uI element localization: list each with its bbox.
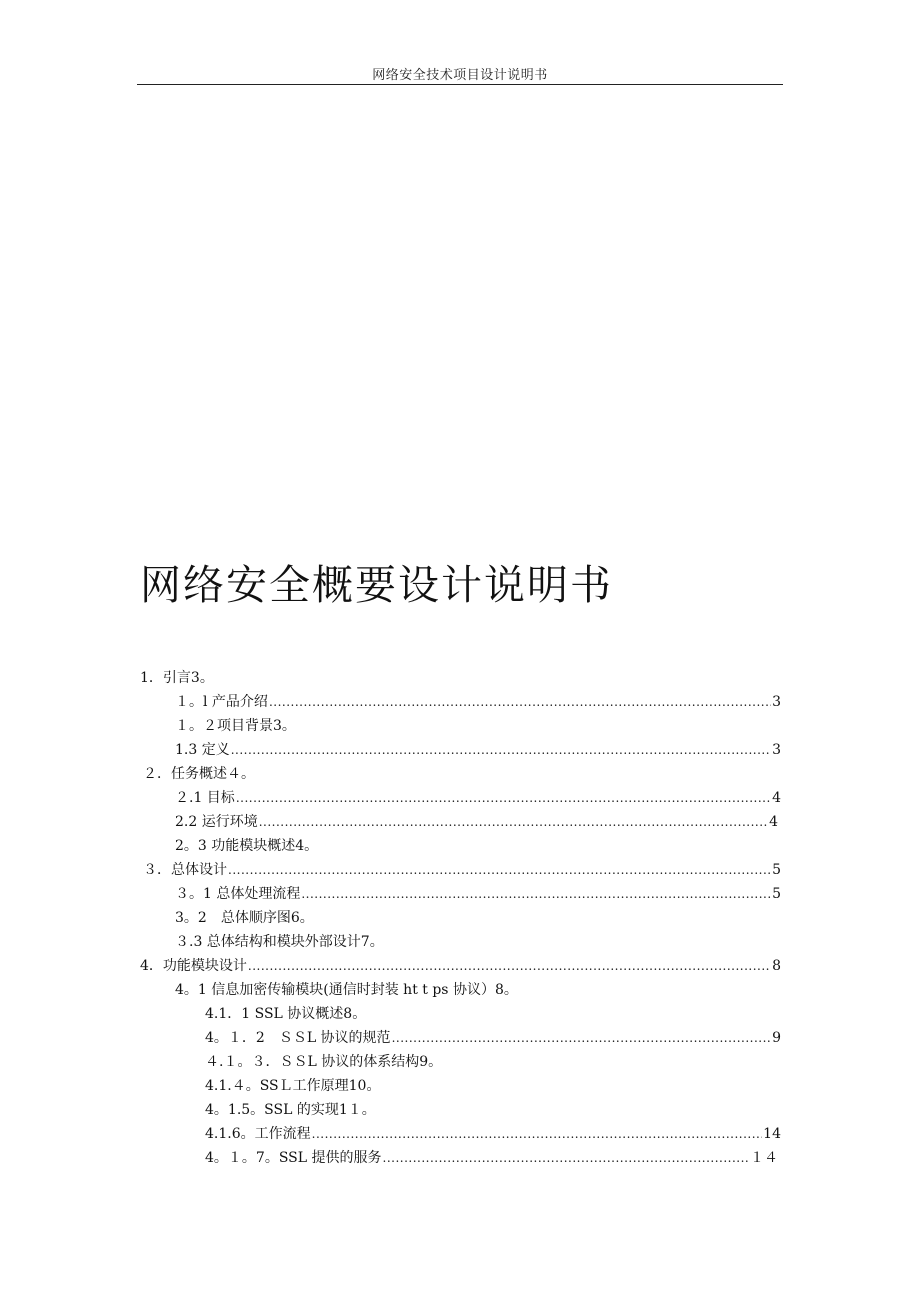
toc-entry-label: 4.1.４。SSＬ工作原理10。 xyxy=(205,1078,381,1094)
toc-page-number: 3 xyxy=(772,694,781,710)
toc-page-number: 9 xyxy=(772,1030,781,1046)
header-rule xyxy=(137,84,783,85)
toc-entry-label: １。２项目背景3。 xyxy=(175,718,296,734)
toc-entry[interactable] xyxy=(205,1051,442,1073)
toc-page-number: 4 xyxy=(769,814,778,830)
toc-entry[interactable] xyxy=(143,763,255,785)
toc-entry-label: 4.1.6。工作流程 xyxy=(205,1126,311,1142)
toc-entry-label: ３。1 总体处理流程 xyxy=(175,886,301,902)
toc-entry-label: ３．总体设计 xyxy=(143,862,227,878)
toc-entry[interactable] xyxy=(205,1147,778,1169)
toc-page-number: １４ xyxy=(750,1150,778,1166)
toc-leader-dots xyxy=(392,1027,772,1049)
toc-entry-label: 1.3 定义 xyxy=(175,742,230,758)
toc-entry-label: ２.1 目标 xyxy=(175,790,235,806)
toc-entry-label: 4。１．2 ＳＳL 协议的规范 xyxy=(205,1030,391,1046)
toc-leader-dots xyxy=(248,955,771,977)
toc-page-number: 5 xyxy=(772,862,781,878)
toc-page-number: 14 xyxy=(763,1126,781,1142)
toc-leader-dots xyxy=(228,859,771,881)
toc-entry[interactable] xyxy=(175,907,314,929)
toc-page-number: 8 xyxy=(772,958,781,974)
toc-entry[interactable] xyxy=(175,883,781,905)
toc-entry-label: 4.1．1 SSL 协议概述8。 xyxy=(205,1006,367,1022)
toc-entry-label: 4．功能模块设计 xyxy=(140,958,247,974)
toc-entry[interactable] xyxy=(140,955,781,977)
toc-entry-label: 4。1 信息加密传输模块(通信时封装 ht t ps 协议）8。 xyxy=(175,982,518,998)
toc-entry-label: 1．引言3。 xyxy=(140,670,214,686)
toc-leader-dots xyxy=(312,1123,763,1145)
toc-entry[interactable] xyxy=(175,787,781,809)
toc-page-number: 3 xyxy=(772,742,781,758)
toc-page-number: 5 xyxy=(772,886,781,902)
toc-entry[interactable] xyxy=(175,835,318,857)
toc-entry[interactable] xyxy=(175,979,518,1001)
toc-entry-label: ２．任务概述４。 xyxy=(143,766,255,782)
toc-entry[interactable] xyxy=(175,931,384,953)
toc-leader-dots xyxy=(383,1147,750,1169)
toc-entry[interactable] xyxy=(205,1027,781,1049)
toc-entry[interactable] xyxy=(175,691,781,713)
toc-leader-dots xyxy=(259,811,768,833)
toc-entry-label: 4。１。7。SSL 提供的服务 xyxy=(205,1150,382,1166)
toc-leader-dots xyxy=(236,787,771,809)
toc-page-number: 4 xyxy=(772,790,781,806)
toc-entry-label: 2.2 运行环境 xyxy=(175,814,258,830)
toc-entry[interactable] xyxy=(205,1099,376,1121)
toc-entry[interactable] xyxy=(205,1123,781,1145)
toc-entry-label: ４.１。３．ＳＳL 协议的体系结构9。 xyxy=(205,1054,443,1070)
toc-entry[interactable] xyxy=(175,811,778,833)
toc-entry-label: 3。2 总体顺序图6。 xyxy=(175,910,314,926)
document-title: 网络安全概要设计说明书 xyxy=(140,561,613,609)
toc-leader-dots xyxy=(231,739,771,761)
toc-entry-label: １。l 产品介绍 xyxy=(175,694,268,710)
page-header: 网络安全技术项目设计说明书 xyxy=(372,68,548,83)
toc-entry-label: 2。3 功能模块概述4。 xyxy=(175,838,319,854)
toc-entry[interactable] xyxy=(205,1003,366,1025)
toc-entry[interactable] xyxy=(140,667,214,689)
toc-leader-dots xyxy=(301,883,771,905)
toc-entry[interactable] xyxy=(143,859,781,881)
toc-entry[interactable] xyxy=(175,739,781,761)
toc-entry[interactable] xyxy=(205,1075,380,1097)
toc-entry-label: 4。1.5。SSL 的实现1１。 xyxy=(205,1102,376,1118)
toc-entry[interactable] xyxy=(175,715,296,737)
toc-leader-dots xyxy=(269,691,771,713)
toc-entry-label: ３.3 总体结构和模块外部设计7。 xyxy=(175,934,384,950)
